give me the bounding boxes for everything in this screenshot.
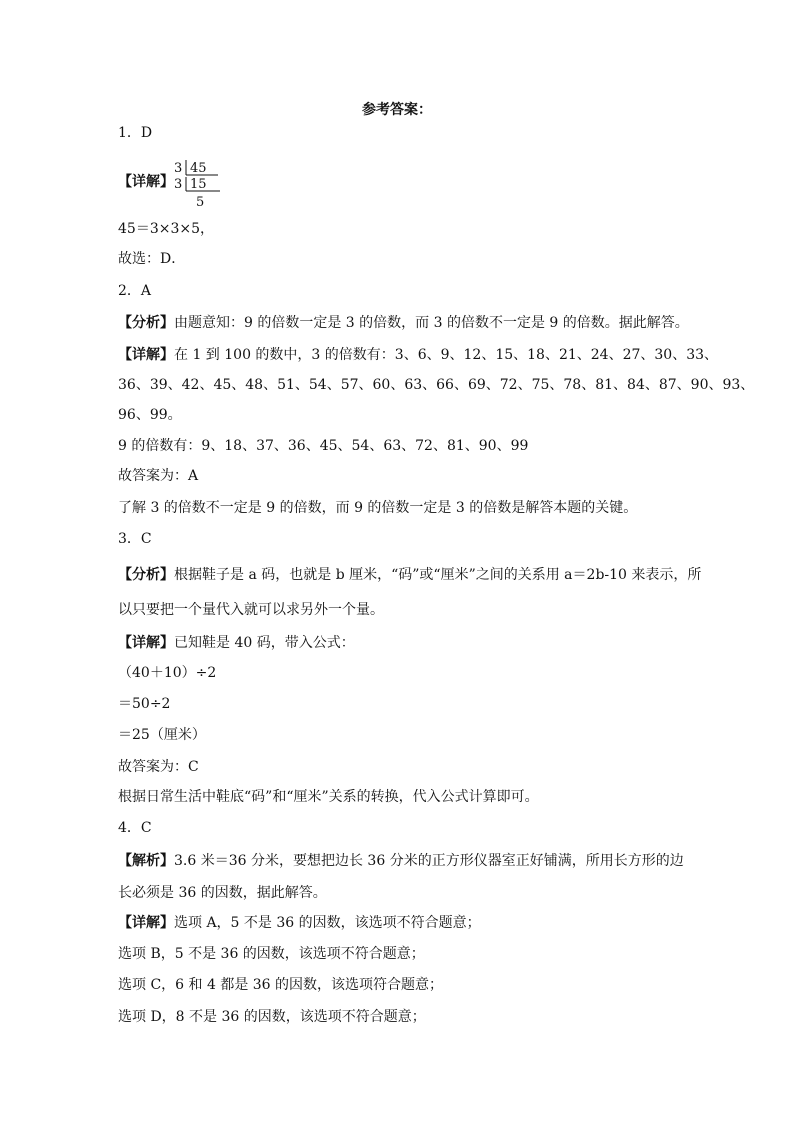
answer-4-analysis-cont: 长必须是 36 的因数，据此解答。 [118,885,327,901]
option-d-line: 选项 D，8 不是 36 的因数，该选项不符合题意； [118,1009,426,1025]
analysis-label: 【分析】 [118,315,174,331]
detail-label: 【详解】 [118,347,174,363]
dividend-1: 45 [190,161,207,176]
answer-2-detail-cont-2: 96、99。 [118,407,182,423]
answer-3-result: 故答案为：C [118,759,199,775]
detail-text: 已知鞋是 40 码，带入公式： [174,635,355,651]
answer-3-analysis-cont: 以只要把一个量代入就可以求另外一个量。 [118,602,384,618]
detail-text: 在 1 到 100 的数中，3 的倍数有：3、6、9、12、15、18、21、24、27、30、33、 [174,347,719,363]
analysis-text: 根据鞋子是 a 码，也就是 b 厘米，“码”或“厘米”之间的关系用 a＝2b-10 来表示，所 [174,567,702,583]
analysis-text: 3.6 米＝36 分米，要想把边长 36 分米的正方形仪器室正好铺满，所用长方形的边 [174,853,684,869]
calc-step-2: ＝50÷2 [118,696,171,712]
detail-label: 【详解】 [118,635,174,651]
answer-2-analysis [118,314,689,332]
answer-2-detail [118,346,718,364]
divisor-1: 3 [174,161,183,176]
detail-text: 选项 A，5 不是 36 的因数，该选项不符合题意； [174,915,481,931]
short-division-figure [172,158,232,216]
answer-2-result: 故答案为：A [118,468,199,484]
answer-3-analysis [118,566,701,584]
detail-label: 【详解】 [118,174,174,190]
page-title: 参考答案： [362,102,432,118]
answer-3-key-point: 根据日常生活中鞋底“码”和“厘米”关系的转换，代入公式计算即可。 [118,789,539,805]
answer-3-heading: 3．C [118,531,152,547]
dividend-2: 15 [190,177,207,192]
answer-2-multiples-of-9: 9 的倍数有：9、18、37、36、45、54、63、72、81、90、99 [118,438,529,454]
divisor-2: 3 [174,177,183,192]
answer-4-heading: 4．C [118,820,152,836]
answer-1-heading: 1．D [118,125,153,141]
short-division-diagram [118,158,258,218]
quotient: 5 [196,195,205,210]
detail-label: 【详解】 [118,915,174,931]
answer-2-key-point: 了解 3 的倍数不一定是 9 的倍数，而 9 的倍数一定是 3 的倍数是解答本题的关键。 [118,500,638,516]
answer-4-analysis [118,852,684,870]
factorization-line: 45＝3×3×5， [118,221,214,237]
answer-3-detail [118,634,355,652]
answer-2-detail-cont-1: 36、39、42、45、48、51、54、57、60、63、66、69、72、75、78、81、84、87、90、93、 [118,377,755,393]
calc-step-1: （40＋10）÷2 [118,665,217,681]
analysis-text: 由题意知：9 的倍数一定是 3 的倍数，而 3 的倍数不一定是 9 的倍数。据此解答。 [174,315,689,331]
calc-step-3: ＝25（厘米） [118,727,206,743]
answer-1-choice: 故选：D． [118,251,186,267]
analysis-label: 【分析】 [118,567,174,583]
answer-4-detail [118,914,481,932]
answer-2-heading: 2．A [118,283,152,299]
option-b-line: 选项 B，5 不是 36 的因数，该选项不符合题意； [118,946,425,962]
option-c-line: 选项 C，6 和 4 都是 36 的因数，该选项符合题意； [118,977,444,993]
analysis-label: 【解析】 [118,853,174,869]
